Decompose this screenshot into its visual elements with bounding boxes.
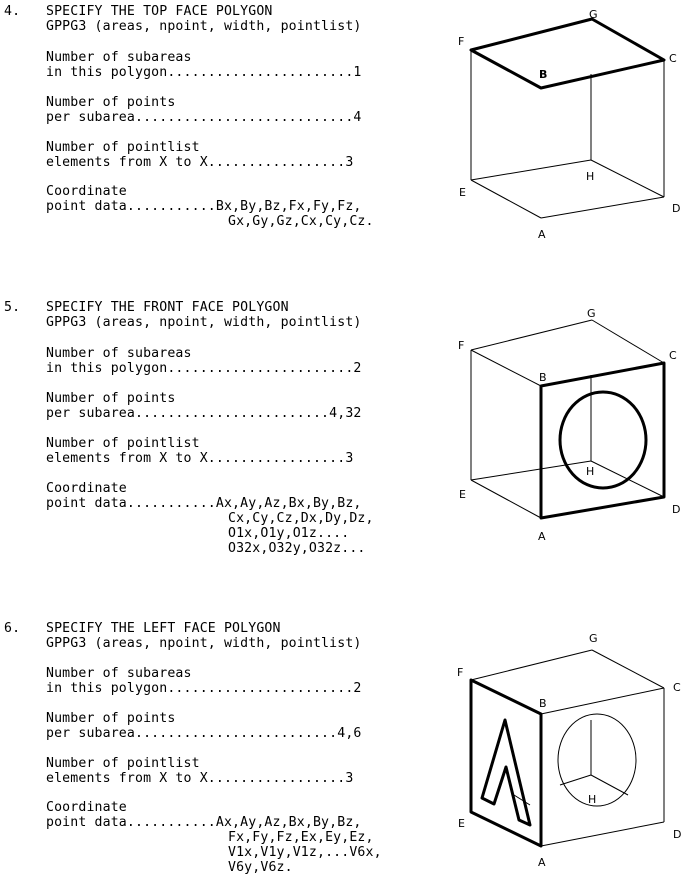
pointlist-value: elements from X to X.................3 <box>46 155 354 170</box>
coordinate-data: point data...........Ax,Ay,Az,Bx,By,Bz, <box>46 815 362 830</box>
points-label: Number of points <box>46 95 176 110</box>
letter-a-polygon <box>482 720 530 825</box>
cube-figure-left-face <box>440 630 686 880</box>
vertex-label-a: A <box>538 228 546 241</box>
step-number: 4. <box>4 4 21 19</box>
coordinate-label: Coordinate <box>46 800 127 815</box>
vertex-label-d: D <box>672 503 681 516</box>
coordinate-data-cont: V6y,V6z. <box>228 860 293 875</box>
coordinate-data: point data...........Bx,By,Bz,Fx,Fy,Fz, <box>46 199 362 214</box>
vertex-label-h: H <box>586 170 595 183</box>
step-number: 5. <box>4 300 21 315</box>
step-title: SPECIFY THE FRONT FACE POLYGON <box>46 300 289 315</box>
coordinate-data-cont: V1x,V1y,V1z,...V6x, <box>228 845 382 860</box>
pointlist-value: elements from X to X.................3 <box>46 451 354 466</box>
step-title: SPECIFY THE LEFT FACE POLYGON <box>46 621 281 636</box>
subareas-label: Number of subareas <box>46 346 192 361</box>
function-call: GPPG3 (areas, npoint, width, pointlist) <box>46 315 362 330</box>
function-call: GPPG3 (areas, npoint, width, pointlist) <box>46 636 362 651</box>
pointlist-value: elements from X to X.................3 <box>46 771 354 786</box>
points-value: per subarea.........................4,6 <box>46 726 362 741</box>
vertex-label-g: G <box>587 307 596 320</box>
pointlist-label: Number of pointlist <box>46 436 200 451</box>
vertex-label-c: C <box>673 681 681 694</box>
coordinate-data-cont: Fx,Fy,Fz,Ex,Ey,Ez, <box>228 830 374 845</box>
step-number: 6. <box>4 621 21 636</box>
subareas-label: Number of subareas <box>46 666 192 681</box>
vertex-label-c: C <box>669 349 677 362</box>
points-label: Number of points <box>46 711 176 726</box>
coordinate-label: Coordinate <box>46 184 127 199</box>
points-value: per subarea...........................4 <box>46 110 362 125</box>
vertex-label-e: E <box>459 186 466 199</box>
vertex-label-e: E <box>458 817 465 830</box>
vertex-label-d: D <box>673 828 682 841</box>
subareas-label: Number of subareas <box>46 50 192 65</box>
vertex-label-c: C <box>669 52 677 65</box>
pointlist-label: Number of pointlist <box>46 140 200 155</box>
vertex-label-d: D <box>672 202 681 215</box>
points-label: Number of points <box>46 391 176 406</box>
coordinate-data-cont: Cx,Cy,Cz,Dx,Dy,Dz, <box>228 511 374 526</box>
subareas-value: in this polygon.......................1 <box>46 65 362 80</box>
coordinate-label: Coordinate <box>46 481 127 496</box>
subareas-value: in this polygon.......................2 <box>46 681 362 696</box>
coordinate-data-cont: O32x,O32y,O32z... <box>228 541 366 556</box>
function-call: GPPG3 (areas, npoint, width, pointlist) <box>46 19 362 34</box>
vertex-label-f: F <box>457 666 464 679</box>
points-value: per subarea........................4,32 <box>46 406 362 421</box>
vertex-label-b: B <box>539 68 548 81</box>
vertex-label-g: G <box>589 8 598 21</box>
coordinate-data: point data...........Ax,Ay,Az,Bx,By,Bz, <box>46 496 362 511</box>
subareas-value: in this polygon.......................2 <box>46 361 362 376</box>
vertex-label-h: H <box>586 465 595 478</box>
vertex-label-b: B <box>539 371 547 384</box>
coordinate-data-cont: O1x,O1y,O1z.... <box>228 526 350 541</box>
vertex-label-b: B <box>539 697 547 710</box>
vertex-label-h: H <box>588 793 597 806</box>
vertex-label-e: E <box>459 488 466 501</box>
vertex-label-a: A <box>538 856 546 869</box>
vertex-label-f: F <box>458 35 465 48</box>
pointlist-label: Number of pointlist <box>46 756 200 771</box>
vertex-label-a: A <box>538 530 546 543</box>
front-face-circle <box>558 714 636 806</box>
vertex-label-g: G <box>589 632 598 645</box>
coordinate-data-cont: Gx,Gy,Gz,Cx,Cy,Cz. <box>228 214 374 229</box>
step-title: SPECIFY THE TOP FACE POLYGON <box>46 4 273 19</box>
vertex-label-f: F <box>458 339 465 352</box>
